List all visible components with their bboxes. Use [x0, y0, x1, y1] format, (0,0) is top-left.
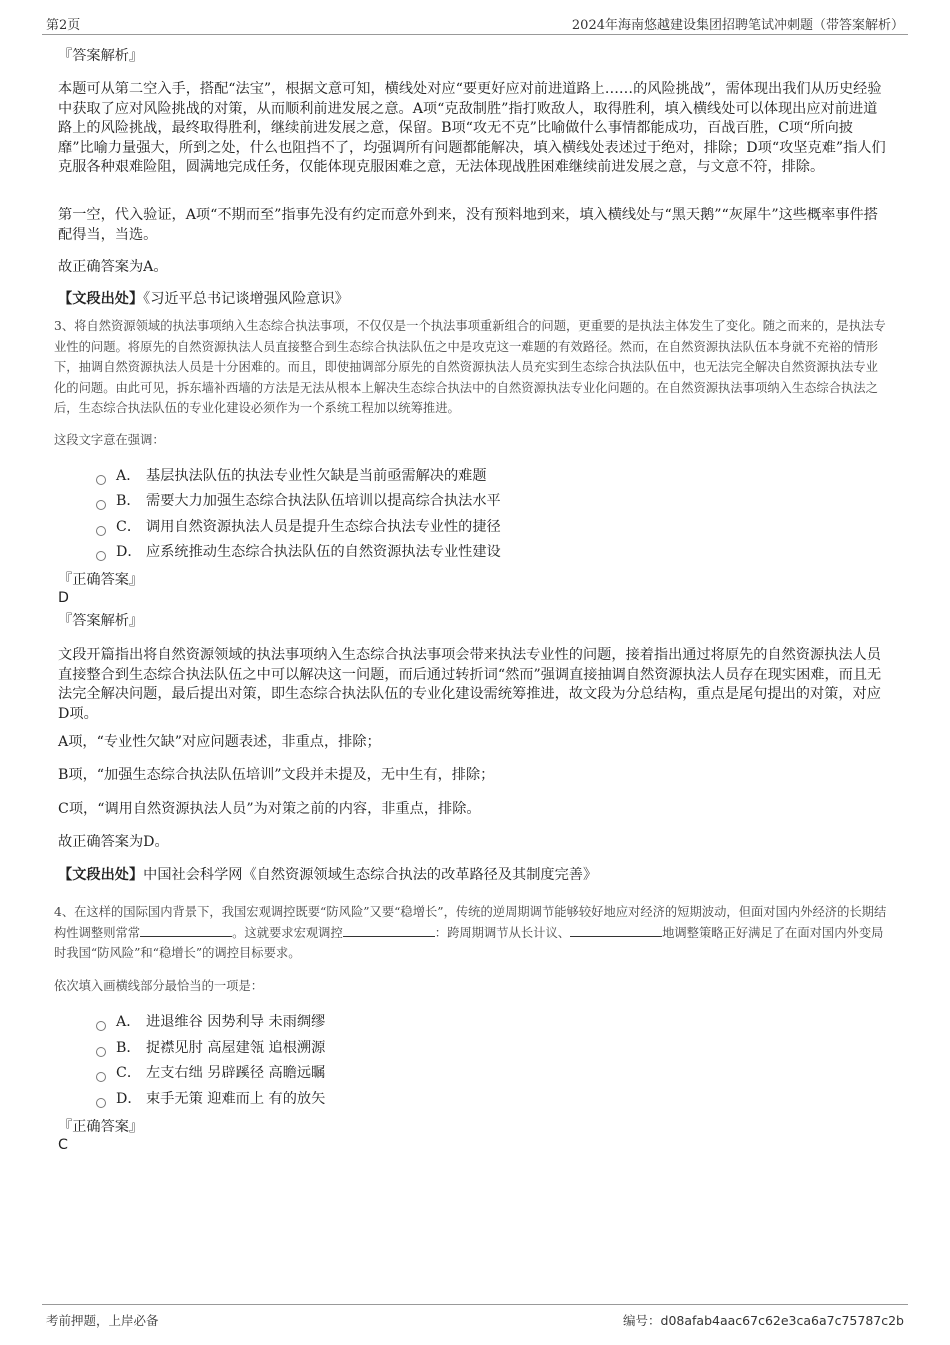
blank-2[interactable] [343, 926, 435, 937]
document-title: 2024年海南悠越建设集团招聘笔试冲刺题（带答案解析） [571, 18, 904, 33]
radio-icon[interactable] [96, 551, 106, 561]
blank-3[interactable] [570, 926, 662, 937]
q4-option-a[interactable]: A． 进退维谷 因势利导 未雨绸缪 [96, 1013, 325, 1031]
radio-icon[interactable] [96, 1098, 106, 1108]
q2-source-text: 《习近平总书记谈增强风险意识》 [143, 291, 349, 307]
page-number: 第2页 [46, 18, 81, 33]
document-code: 编号：d08afab4aac67c62e3ca6a7c75787c2b [623, 1313, 904, 1328]
q2-source-label: 【文段出处】 [58, 291, 144, 307]
page-footer [42, 1304, 908, 1328]
q3-analysis-a: A项，“专业性欠缺”对应问题表述，非重点，排除； [58, 734, 381, 750]
q3-stem: 3、将自然资源领域的执法事项纳入生态综合执法事项，不仅仅是一个执法事项重新组合的问题，更重要的是执法主体发生了变化。随之而来的，是执法专业性的问题。将原先的自然资源执法人员直接整合到生态综合执法队伍之中是攻克这一难题的有效路径。然而，在自然资源执法队伍本身就不充裕的情形下，抽调自然资源执法人员是十分困难的。而且，即使抽调部分原先的自然资源执法人员充实到生态综合执法队伍中，也无法完全解决自然资源执法专业化的问题。由此可见，拆东墙补西墙的方法是无法从根本上解决生态综合执法中的自然资源执法专业化问题的。在自然资源执法事项纳入生态综合执法之后，生态综合执法队伍的专业化建设必须作为一个系统工程加以统筹推进。 [54, 319, 886, 415]
q3-option-d[interactable]: D． 应系统推动生态综合执法队伍的自然资源执法专业性建设 [96, 543, 501, 561]
q4-option-c[interactable]: C． 左支右绌 另辟蹊径 高瞻远瞩 [96, 1064, 325, 1082]
radio-icon[interactable] [96, 1021, 106, 1031]
q3-conclusion: 故正确答案为D。 [58, 834, 169, 850]
q2-analysis-heading: 『答案解析』 [58, 48, 144, 64]
q3-answer-heading: 『正确答案』 [58, 572, 144, 588]
q2-analysis-paragraph-1: 本题可从第二空入手，搭配“法宝”，根据文意可知，横线处对应“要更好应对前进道路上……的风险挑战”，需体现出我们从历史经验中获取了应对风险挑战的对策，从而顺利前进发展之意。A项“克敌制胜”指打败敌人，取得胜利，填入横线处可以体现出应对前进道路上的风险挑战，最终取得胜利，继续前进发展之意，保留。B项“攻无不克”比喻做什么事情都能成功，百战百胜，C项“所向披靡”比喻力量强大，所到之处，什么也阻挡不了，均强调所有问题都能解决，填入横线处表述过于绝对，排除；D项“攻坚克难”指人们克服各种艰难险阻，圆满地完成任务，仅能体现克服困难之意，无法体现战胜困难继续前进发展之意，与文意不符，排除。 [58, 81, 886, 176]
radio-icon[interactable] [96, 1047, 106, 1057]
q3-option-c[interactable]: C． 调用自然资源执法人员是提升生态综合执法专业性的捷径 [96, 518, 501, 536]
q4-option-b[interactable]: B． 捉襟见肘 高屋建瓴 追根溯源 [96, 1039, 325, 1057]
q4-option-d[interactable]: D． 束手无策 迎难而上 有的放矢 [96, 1090, 325, 1108]
q4-question: 依次填入画横线部分最恰当的一项是： [54, 979, 264, 993]
radio-icon[interactable] [96, 475, 106, 485]
page-header [42, 12, 908, 35]
q2-conclusion: 故正确答案为A。 [58, 259, 168, 275]
radio-icon[interactable] [96, 500, 106, 510]
q3-source-label: 【文段出处】 [58, 867, 144, 883]
q4-answer-heading: 『正确答案』 [58, 1119, 144, 1135]
q3-source-text: 中国社会科学网《自然资源领域生态综合执法的改革路径及其制度完善》 [143, 867, 598, 883]
footer-slogan: 考前押题，上岸必备 [46, 1313, 159, 1328]
q3-question: 这段文字意在强调： [54, 433, 165, 447]
q3-analysis-paragraph: 文段开篇指出将自然资源领域的执法事项纳入生态综合执法事项会带来执法专业性的问题，接着指出通过将原先的自然资源执法人员直接整合到生态综合执法队伍之中可以解决这一问题，而后通过转折词“然而”强调直接抽调自然资源执法人员存在现实困难，而且无法完全解决问题，最后提出对策，即生态综合执法队伍的专业化建设需统筹推进，故文段为分总结构，重点是尾句提出的对策，对应D项。 [58, 647, 882, 722]
q3-analysis-c: C项，“调用自然资源执法人员”为对策之前的内容，非重点，排除。 [58, 801, 481, 817]
q3-option-b[interactable]: B． 需要大力加强生态综合执法队伍培训以提高综合执法水平 [96, 492, 501, 510]
radio-icon[interactable] [96, 1072, 106, 1082]
q4-answer: C [58, 1137, 68, 1153]
q2-source [58, 290, 888, 310]
q3-source [58, 866, 888, 886]
q3-analysis-b: B项，“加强生态综合执法队伍培训”文段并未提及，无中生有，排除； [58, 767, 495, 783]
blank-1[interactable] [140, 926, 232, 937]
q4-stem: 4、在这样的国际国内背景下，我国宏观调控既要“防风险”又要“稳增长”，传统的逆周期调节能够较好地应对经济的短期波动，但面对国内外经济的长期结构性调整则常常 。这就要求宏观调控 ：跨周期调节从长计议、 地调整策略正好满足了在面对国内外变局时我国“防风险”和“稳增长”的调控目标要求。 [54, 905, 887, 960]
q3-answer: D [58, 590, 69, 606]
q2-analysis-paragraph-2: 第一空，代入验证，A项“不期而至”指事先没有约定而意外到来，没有预料地到来，填入横线处与“黑天鹅”“灰犀牛”这些概率事件搭配得当，当选。 [58, 207, 878, 243]
q3-option-a[interactable]: A． 基层执法队伍的执法专业性欠缺是当前亟需解决的难题 [96, 467, 487, 485]
radio-icon[interactable] [96, 526, 106, 536]
q3-analysis-heading: 『答案解析』 [58, 613, 144, 629]
